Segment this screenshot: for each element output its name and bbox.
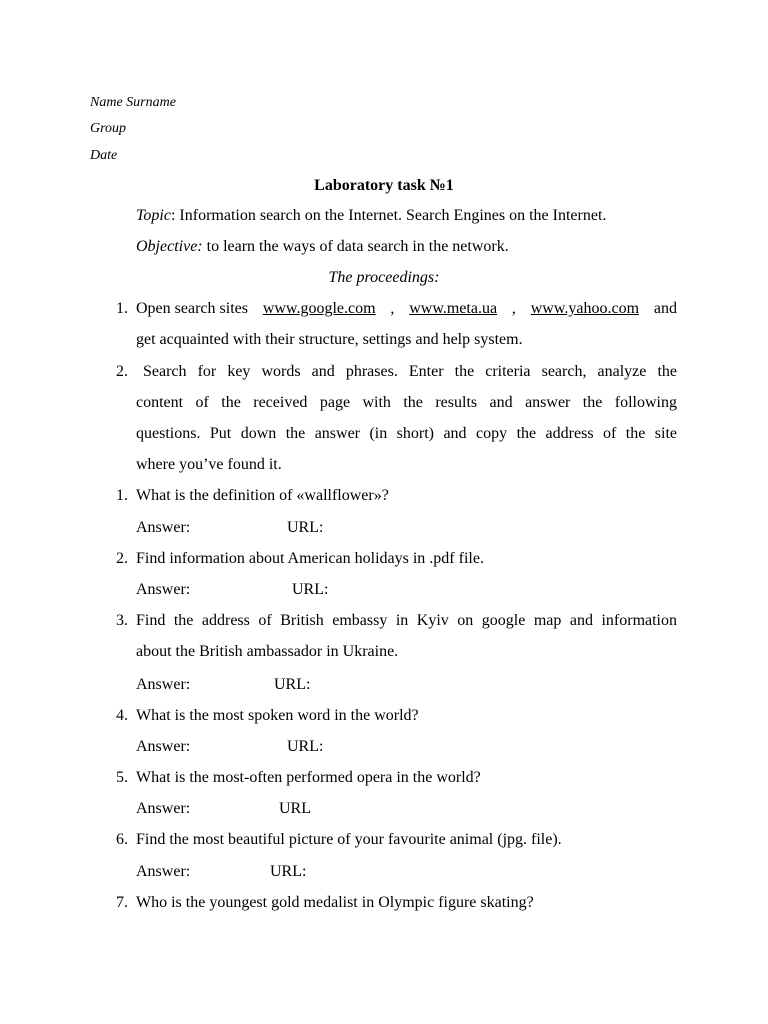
answer-label: Answer:	[136, 738, 191, 755]
question-7-text: Who is the youngest gold medalist in Olympic figure skating?	[136, 894, 534, 911]
step-2-line-2: content of the received page with the results and answer the following	[136, 394, 677, 411]
group-label: Group	[90, 121, 127, 136]
document-title: Laboratory task №1	[314, 177, 454, 194]
objective-label: Objective:	[136, 238, 203, 255]
name-surname-label: Name Surname	[90, 95, 176, 110]
question-number: 3.	[116, 612, 128, 629]
url-label: URL:	[292, 581, 329, 598]
topic-line	[136, 206, 677, 226]
topic-text: : Information search on the Internet. Search Engines on the Internet.	[170, 207, 607, 224]
objective-text: to learn the ways of data search in the network.	[202, 238, 509, 255]
url-label: URL:	[287, 738, 324, 755]
question-3-line-1: Find the address of British embassy in Kyiv on google map and information	[136, 612, 677, 629]
question-4-text: What is the most spoken word in the world?	[136, 707, 419, 724]
objective-line	[136, 237, 677, 257]
answer-label: Answer:	[136, 676, 191, 693]
url-label: URL:	[270, 863, 307, 880]
question-6-text: Find the most beautiful picture of your favourite animal (jpg. file).	[136, 831, 562, 848]
step-2-line-3: questions. Put down the answer (in short) and copy the address of the site	[136, 425, 677, 442]
question-number: 7.	[116, 894, 128, 911]
question-number: 2.	[116, 550, 128, 567]
step-1-sep: ,	[511, 300, 516, 317]
answer-label: Answer:	[136, 800, 191, 817]
answer-label: Answer:	[136, 863, 191, 880]
url-label: URL:	[287, 519, 324, 536]
answer-label: Answer:	[136, 519, 191, 536]
question-number: 5.	[116, 769, 128, 786]
step-1-link-google[interactable]: www.google.com	[262, 300, 376, 317]
step-2-line-4: where you’ve found it.	[136, 456, 282, 473]
step-1-link-meta[interactable]: www.meta.ua	[409, 300, 498, 317]
step-number: 1.	[116, 300, 128, 317]
question-number: 1.	[116, 487, 128, 504]
answer-label: Answer:	[136, 581, 191, 598]
question-1-text: What is the definition of «wallflower»?	[136, 487, 389, 504]
step-1-suffix: and	[653, 300, 677, 317]
step-1-prefix: Open search sites	[136, 300, 248, 317]
question-2-text: Find information about American holidays in .pdf file.	[136, 550, 484, 567]
step-2-line-1: Search for key words and phrases. Enter the criteria search, analyze the	[143, 363, 677, 380]
question-5-text: What is the most-often performed opera in the world?	[136, 769, 481, 786]
question-3-line-2: about the British ambassador in Ukraine.	[136, 643, 399, 660]
url-label: URL	[279, 800, 311, 817]
step-1-sep: ,	[390, 300, 395, 317]
topic-label: Topic	[136, 207, 171, 224]
step-1-line-1	[136, 299, 677, 319]
step-1-line-2: get acquainted with their structure, settings and help system.	[136, 331, 523, 348]
url-label: URL:	[274, 676, 311, 693]
proceedings-heading: The proceedings:	[328, 269, 440, 286]
question-number: 4.	[116, 707, 128, 724]
date-label: Date	[90, 148, 118, 163]
step-1-link-yahoo[interactable]: www.yahoo.com	[530, 300, 640, 317]
step-number: 2.	[116, 363, 128, 380]
question-number: 6.	[116, 831, 128, 848]
